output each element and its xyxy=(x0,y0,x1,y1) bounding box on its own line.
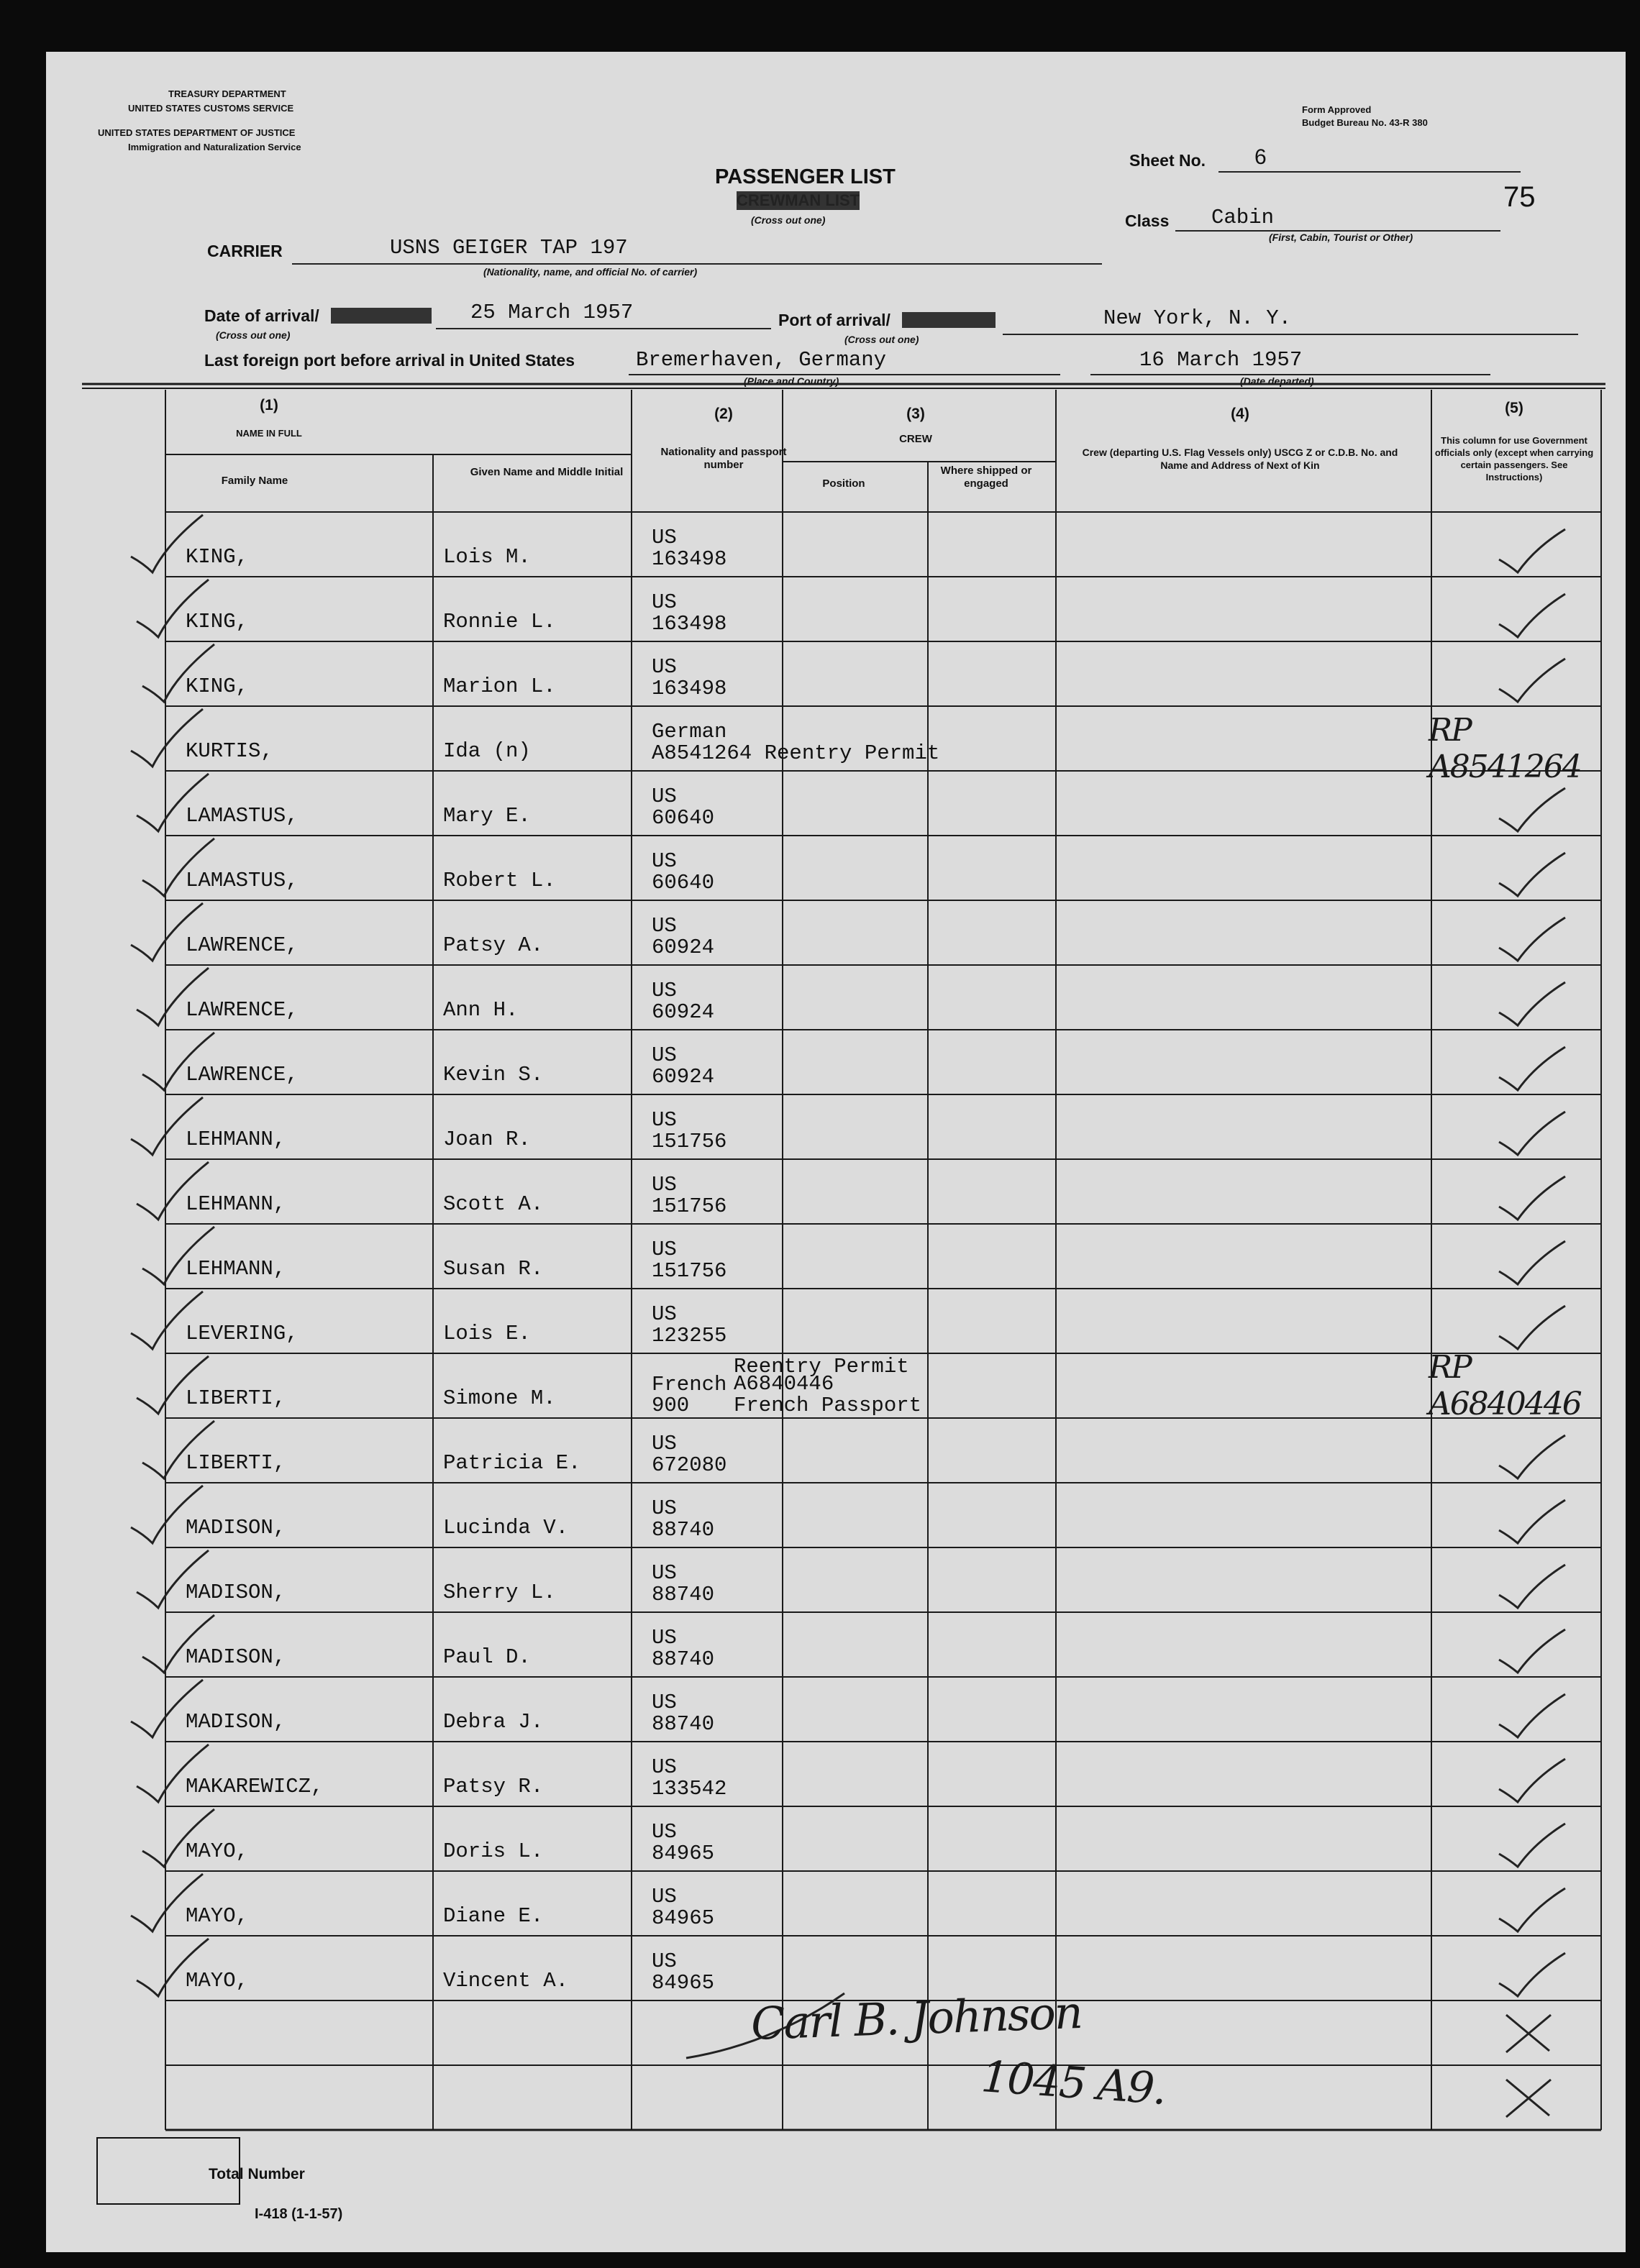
given-name-cell: Sherry L. xyxy=(443,1581,556,1604)
given-name-cell: Simone M. xyxy=(443,1386,556,1410)
passport-number-cell: 163498 xyxy=(652,547,727,571)
family-name-cell: LAWRENCE, xyxy=(186,1063,299,1087)
check-mark-official xyxy=(1499,1694,1565,1737)
given-name-cell: Ann H. xyxy=(443,998,519,1022)
family-name-cell: LAMASTUS, xyxy=(186,804,299,828)
crew-header: CREW xyxy=(899,433,932,445)
check-mark-official xyxy=(1499,853,1565,896)
class-hint: (First, Cabin, Tourist or Other) xyxy=(1269,232,1413,243)
nationality-cell: US xyxy=(652,1561,677,1585)
check-mark-official xyxy=(1499,1759,1565,1802)
col2-number: (2) xyxy=(714,406,733,422)
given-name-cell: Diane E. xyxy=(443,1904,544,1928)
check-mark-official xyxy=(1499,1629,1565,1673)
port-label: Port of arrival/ xyxy=(778,311,890,329)
nationality-cell: US xyxy=(652,590,677,614)
given-name-cell: Susan R. xyxy=(443,1257,544,1281)
class-label: Class xyxy=(1125,211,1170,230)
form-title-struck: CREWMAN LIST xyxy=(737,191,860,209)
title-hint: (Cross out one) xyxy=(751,214,826,226)
given-name-cell: Mary E. xyxy=(443,804,531,828)
given-name-cell: Patricia E. xyxy=(443,1451,581,1475)
given-name-cell: Vincent A. xyxy=(443,1969,569,1993)
given-name-cell: Patsy A. xyxy=(443,933,544,957)
passport-number-cell: 163498 xyxy=(652,677,727,700)
annotation-reentry-2: RP A6840446 xyxy=(1429,1349,1581,1422)
passport-number-cell: 60640 xyxy=(652,871,715,895)
signature: Carl B. Johnson xyxy=(750,1986,1083,2050)
sheet-label: Sheet No. xyxy=(1129,151,1206,170)
approval-line-1: Form Approved xyxy=(1302,104,1372,115)
signature-code: 1045 A9. xyxy=(979,2052,1167,2115)
passport-number-cell: 151756 xyxy=(652,1194,727,1218)
family-name-cell: KING, xyxy=(186,545,249,569)
passport-number-cell: 151756 xyxy=(652,1259,727,1283)
arrival-value: 25 March 1957 xyxy=(470,301,634,324)
given-name-cell: Marion L. xyxy=(443,675,556,698)
nationality-cell: French xyxy=(652,1373,727,1396)
nationality-cell: US xyxy=(652,1820,677,1844)
given-name-cell: Ida (n) xyxy=(443,739,531,763)
family-name-cell: LIBERTI, xyxy=(186,1451,286,1475)
departed-value: 16 March 1957 xyxy=(1139,348,1303,372)
given-name-cell: Robert L. xyxy=(443,869,556,892)
lastport-label: Last foreign port before arrival in United States xyxy=(204,351,575,370)
check-mark-official xyxy=(1499,529,1565,572)
given-name-cell: Lois M. xyxy=(443,545,531,569)
col1-number: (1) xyxy=(260,397,278,413)
check-mark-official xyxy=(1499,1241,1565,1284)
nationality-cell: US xyxy=(652,914,677,938)
approval-line-2: Budget Bureau No. 43-R 380 xyxy=(1302,117,1428,128)
passport-number-cell: 133542 xyxy=(652,1777,727,1801)
family-name-cell: MAYO, xyxy=(186,1969,249,1993)
port-hint: (Cross out one) xyxy=(844,334,919,345)
passenger-list-form xyxy=(46,52,1626,2252)
check-mark-official xyxy=(1499,918,1565,961)
nationality-cell: US xyxy=(652,1496,677,1520)
nationality-cell: US xyxy=(652,1626,677,1650)
page-stamp: 75 xyxy=(1503,181,1536,213)
family-name-cell: LEHMANN, xyxy=(186,1257,286,1281)
agency-line-3: UNITED STATES DEPARTMENT OF JUSTICE xyxy=(98,127,296,138)
agency-line-4: Immigration and Naturalization Service xyxy=(128,142,301,152)
given-name-cell: Scott A. xyxy=(443,1192,544,1216)
x-mark xyxy=(1506,2080,1551,2117)
given-name-cell: Lois E. xyxy=(443,1322,531,1345)
passport-number-cell: 60640 xyxy=(652,806,715,830)
crew-kin-header: Crew (departing U.S. Flag Vessels only) USCG Z or C.D.B. No. and Name and Address of Next of Kin xyxy=(1082,447,1398,471)
form-title: PASSENGER LIST xyxy=(715,165,896,188)
family-name-cell: LIBERTI, xyxy=(186,1386,286,1410)
total-label: Total Number xyxy=(209,2166,305,2182)
check-mark-official xyxy=(1499,1176,1565,1220)
passport-number-cell: A6840446 xyxy=(734,1372,834,1396)
family-name-cell: KURTIS, xyxy=(186,739,273,763)
col5-number: (5) xyxy=(1505,400,1523,416)
arrival-hint: (Cross out one) xyxy=(216,329,291,341)
nationality-cell: US xyxy=(652,1108,677,1132)
passport-number-cell: 88740 xyxy=(652,1583,715,1606)
passport-number-cell: 900 xyxy=(652,1394,690,1417)
check-mark-official xyxy=(1499,788,1565,831)
col1-title: NAME IN FULL xyxy=(236,428,302,439)
passport-number-cell: 84965 xyxy=(652,1842,715,1865)
passport-number-cell: 672080 xyxy=(652,1453,727,1477)
family-name-cell: KING, xyxy=(186,610,249,634)
arrival-label: Date of arrival/ xyxy=(204,306,319,325)
passport-number-cell: 84965 xyxy=(652,1971,715,1995)
class-value: Cabin xyxy=(1211,206,1275,229)
carrier-value: USNS GEIGER TAP 197 xyxy=(390,236,628,260)
check-mark-official xyxy=(1499,1112,1565,1155)
check-mark-official xyxy=(1499,1565,1565,1608)
passport-number-cell: 84965 xyxy=(652,1906,715,1930)
passport-number-cell: 163498 xyxy=(652,612,727,636)
family-name-cell: LEHMANN, xyxy=(186,1128,286,1151)
check-mark-official xyxy=(1499,982,1565,1025)
agency-line-2: UNITED STATES CUSTOMS SERVICE xyxy=(128,103,294,114)
nationality-cell: US xyxy=(652,1302,677,1326)
given-name-cell: Paul D. xyxy=(443,1645,531,1669)
passport-number-cell: 60924 xyxy=(652,1000,715,1024)
check-mark-official xyxy=(1499,1500,1565,1543)
family-name-cell: KING, xyxy=(186,675,249,698)
passport-number-cell: 60924 xyxy=(652,936,715,959)
official-use-header: This column for use Government officials only (except when carrying certain passengers. See Instructions) xyxy=(1434,435,1594,483)
family-name-cell: MAKAREWICZ, xyxy=(186,1775,324,1798)
nationality-cell: US xyxy=(652,1238,677,1261)
nationality-cell: US xyxy=(652,785,677,808)
check-mark-official xyxy=(1499,1824,1565,1867)
given-name-cell: Joan R. xyxy=(443,1128,531,1151)
passport-number-cell: A8541264 Reentry Permit xyxy=(652,741,940,765)
passport-number-cell: 88740 xyxy=(652,1712,715,1736)
nationality-cell: US xyxy=(652,1043,677,1067)
nationality-cell: US xyxy=(652,1432,677,1455)
nationality-cell: US xyxy=(652,526,677,549)
family-name-cell: LAMASTUS, xyxy=(186,869,299,892)
lastport-value: Bremerhaven, Germany xyxy=(636,348,887,372)
col4-number: (4) xyxy=(1231,406,1249,422)
nationality-cell: US xyxy=(652,1173,677,1197)
nationality-header: Nationality and passport number xyxy=(660,446,787,471)
table-grid xyxy=(46,52,1626,2252)
given-name-cell: Doris L. xyxy=(443,1839,544,1863)
family-name-cell: MADISON, xyxy=(186,1516,286,1540)
passport-note-cell: Reentry Permit xyxy=(734,1355,909,1378)
passport-number-cell: 123255 xyxy=(652,1324,727,1348)
agency-line-1: TREASURY DEPARTMENT xyxy=(168,88,286,99)
family-name-cell: MAYO, xyxy=(186,1904,249,1928)
lastport-hint: (Place and Country) xyxy=(744,375,839,387)
passport-number-cell: 88740 xyxy=(652,1647,715,1671)
given-name-cell: Kevin S. xyxy=(443,1063,544,1087)
carrier-hint: (Nationality, name, and official No. of carrier) xyxy=(483,266,698,278)
check-mark-official xyxy=(1499,1435,1565,1478)
passport-number-cell: 60924 xyxy=(652,1065,715,1089)
check-mark-official xyxy=(1499,1306,1565,1349)
given-name-header: Given Name and Middle Initial xyxy=(470,466,624,478)
passport-number-cell: 88740 xyxy=(652,1518,715,1542)
given-name-cell: Lucinda V. xyxy=(443,1516,569,1540)
check-mark-official xyxy=(1499,1888,1565,1931)
nationality-cell: US xyxy=(652,1755,677,1779)
passport-note-cell: French Passport xyxy=(734,1394,922,1417)
nationality-cell: US xyxy=(652,1949,677,1973)
family-name-cell: MADISON, xyxy=(186,1645,286,1669)
port-value: New York, N. Y. xyxy=(1103,306,1292,330)
given-name-cell: Ronnie L. xyxy=(443,610,556,634)
given-name-cell: Debra J. xyxy=(443,1710,544,1734)
given-name-cell: Patsy R. xyxy=(443,1775,544,1798)
family-name-header: Family Name xyxy=(221,475,288,487)
check-mark-official xyxy=(1499,1047,1565,1090)
nationality-cell: US xyxy=(652,1691,677,1714)
family-name-cell: LEHMANN, xyxy=(186,1192,286,1216)
nationality-cell: German xyxy=(652,720,727,744)
departed-hint: (Date departed) xyxy=(1240,375,1314,387)
sheet-number: 6 xyxy=(1254,145,1267,169)
passport-number-cell: 151756 xyxy=(652,1130,727,1153)
where-shipped-header: Where shipped or engaged xyxy=(940,465,1032,490)
annotation-reentry-1: RP A8541264 xyxy=(1429,712,1581,785)
family-name-cell: LAWRENCE, xyxy=(186,998,299,1022)
check-mark-official xyxy=(1499,1953,1565,1996)
family-name-cell: LEVERING, xyxy=(186,1322,299,1345)
x-mark xyxy=(1506,2015,1551,2052)
family-name-cell: MADISON, xyxy=(186,1581,286,1604)
nationality-cell: US xyxy=(652,849,677,873)
check-mark-official xyxy=(1499,594,1565,637)
nationality-cell: US xyxy=(652,979,677,1002)
nationality-cell: US xyxy=(652,655,677,679)
form-number: I-418 (1-1-57) xyxy=(255,2206,343,2222)
check-mark-official xyxy=(1499,659,1565,702)
col3-number: (3) xyxy=(906,406,925,422)
carrier-label: CARRIER xyxy=(207,242,283,260)
family-name-cell: MAYO, xyxy=(186,1839,249,1863)
family-name-cell: MADISON, xyxy=(186,1710,286,1734)
nationality-cell: US xyxy=(652,1885,677,1908)
family-name-cell: LAWRENCE, xyxy=(186,933,299,957)
position-header: Position xyxy=(822,477,865,490)
